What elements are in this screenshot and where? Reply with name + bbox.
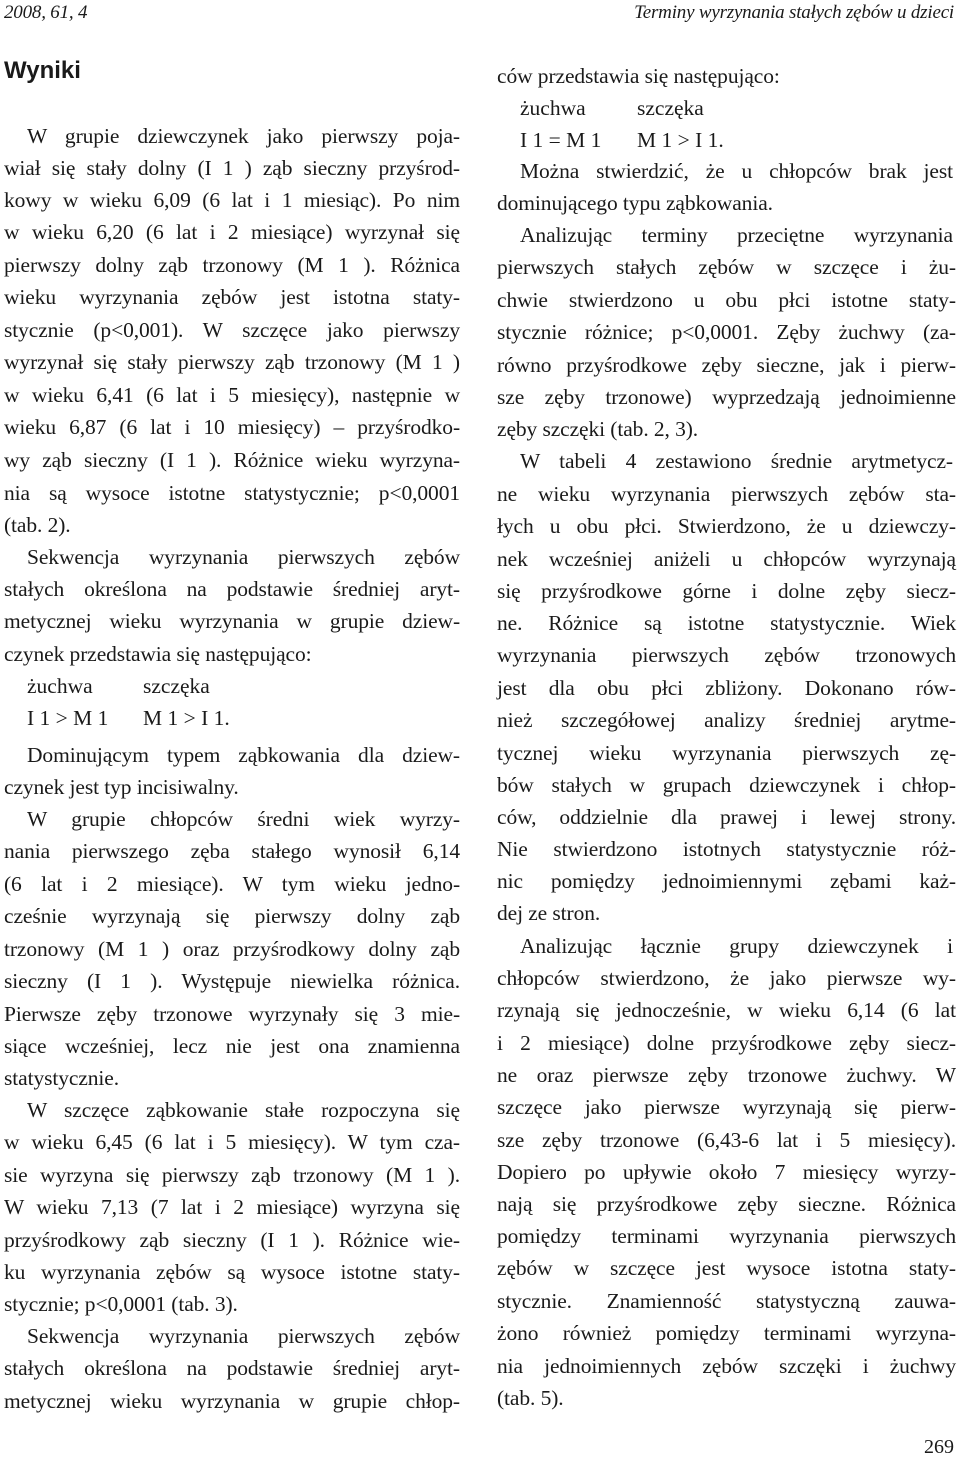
right-text-line: jest dla obu płci zbliżony. Dokonano rów- [497, 676, 956, 700]
right-text-line: nic pomiędzy jednoimiennymi zębami każ- [497, 869, 956, 893]
right-text-line: ne wieku wyrzynania pierwszych zębów sta- [497, 482, 956, 506]
right-text-line: sze zęby trzonowe) wyprzedzają jednoimienne [497, 385, 956, 409]
left-text-line: W szczęce ząbkowanie stałe rozpoczyna się [27, 1098, 460, 1122]
right-text-line: żono również pomiędzy terminami wyrzyna- [497, 1321, 956, 1345]
right-text-line: stycznie różnice; p<0,0001. Zęby żuchwy (za- [497, 320, 956, 344]
right-text-line: nek wcześniej aniżeli u chłopców wyrzynają [497, 547, 956, 571]
right-formula-col1-value: I 1 = M 1 [520, 128, 602, 152]
left-text-line: wieku wyrzynania zębów jest istotna staty- [4, 285, 460, 309]
right-text-line: Analizując terminy przeciętne wyrzynania [520, 223, 953, 247]
right-text-line: sze zęby trzonowe (6,43-6 lat i 5 miesięcy). [497, 1128, 956, 1152]
right-text-line: szczęce jako pierwsze wyrzynają się pierw- [497, 1095, 956, 1119]
left-text-line: trzonowy (M 1 ) oraz przyśrodkowy dolny ząb [4, 937, 460, 961]
left-text-line: wieku 6,87 (6 lat i 10 miesięcy) – przyśrodko- [4, 415, 460, 439]
left-text-line: czynek jest typ incisiwalny. [4, 775, 239, 799]
right-text-line: się przyśrodkowe górne i dolne zęby siecz- [497, 579, 956, 603]
running-header-issue: 2008, 61, 4 [4, 2, 88, 23]
left-text-line: nania pierwszego zęba stałego wynosił 6,14 [4, 839, 460, 863]
right-text-line: Nie stwierdzono istotnych statystycznie róż- [497, 837, 956, 861]
right-text-line: nają się przyśrodkowe zęby sieczne. Różnica [497, 1192, 956, 1216]
right-text-line: (tab. 5). [497, 1386, 564, 1410]
right-text-line: chwie stwierdzono u obu płci istotne staty- [497, 288, 956, 312]
left-text-line: ku wyrzynania zębów są wysoce istotne staty- [4, 1260, 460, 1284]
right-text-line: wyrzynania pierwszych zębów trzonowych [497, 643, 956, 667]
right-text-line: W tabeli 4 zestawiono średnie arytmetycz- [520, 449, 953, 473]
left-text-line: stycznie; p<0,0001 (tab. 3). [4, 1292, 238, 1316]
left-text-line: kowy w wieku 6,09 (6 lat i 1 miesiąc). Po nim [4, 188, 460, 212]
right-text-line: łych u obu płci. Stwierdzono, że u dziewczy- [497, 514, 956, 538]
left-text-line: czynek przedstawia się następująco: [4, 642, 312, 666]
right-text-line: Dopiero po upływie około 7 miesięcy wyrzy- [497, 1160, 956, 1184]
right-text-line: Analizując łącznie grupy dziewczynek i [520, 934, 953, 958]
right-text-line: tycznej wieku wyrzynania pierwszych zę- [497, 741, 956, 765]
left-text-line: nia są wysoce istotne statystycznie; p<0,0001 [4, 481, 460, 505]
left-text-line: sieczny (I 1 ). Występuje niewielka różnica. [4, 969, 460, 993]
left-text-line: (tab. 2). [4, 513, 71, 537]
left-text-line: siące wcześniej, lecz nie jest ona znamienna [4, 1034, 460, 1058]
left-text-line: w wieku 6,41 (6 lat i 5 miesięcy), następnie w [4, 383, 460, 407]
left-text-line: wyrzynał się stały pierwszy ząb trzonowy (M 1 ) [4, 350, 460, 374]
left-text-line: wy ząb sieczny (I 1 ). Różnice wieku wyrzyna- [4, 448, 460, 472]
running-header-title: Terminy wyrzynania stałych zębów u dzieci [634, 2, 954, 23]
left-text-line: W grupie chłopców średni wiek wyrzy- [27, 807, 460, 831]
page-number: 269 [924, 1436, 954, 1458]
right-text-line: dej ze stron. [497, 901, 601, 925]
right-text-line: zębów w szczęce jest wysoce istotna staty- [497, 1256, 956, 1280]
left-text-line: Sekwencja wyrzynania pierwszych zębów [27, 545, 460, 569]
left-text-line: przyśrodkowy ząb sieczny (I 1 ). Różnice wie- [4, 1228, 460, 1252]
right-text-line: zęby szczęki (tab. 2, 3). [497, 417, 699, 441]
left-text-line: W grupie dziewczynek jako pierwszy poja- [27, 124, 460, 148]
right-text-line: Można stwierdzić, że u chłopców brak jest [520, 159, 953, 183]
left-formula-col1-label: żuchwa [27, 674, 93, 698]
right-text-line: i 2 miesiące) dolne przyśrodkowe zęby siecz- [497, 1031, 956, 1055]
left-text-line: W wieku 7,13 (7 lat i 2 miesiące) wyrzyna się [4, 1195, 460, 1219]
left-text-line: stałych określona na podstawie średniej aryt- [4, 577, 460, 601]
right-text-line: nież szczegółowej analizy średniej arytme- [497, 708, 956, 732]
right-text-line: nia jednoimiennych zębów szczęki i żuchwy [497, 1354, 956, 1378]
right-text-line: bów stałych w grupach dziewczynek i chłop- [497, 773, 956, 797]
right-text-line: ców przedstawia się następująco: [497, 64, 780, 88]
left-text-line: w wieku 6,45 (6 lat i 5 miesięcy). W tym cza- [4, 1130, 460, 1154]
left-text-line: sie wyrzyna się pierwszy ząb trzonowy (M 1 ). [4, 1163, 460, 1187]
right-text-line: ców, oddzielnie dla prawej i lewej strony. [497, 805, 956, 829]
left-text-line: Pierwsze zęby trzonowe wyrzynały się 3 mie- [4, 1002, 460, 1026]
left-text-line: stałych określona na podstawie średniej aryt- [4, 1356, 460, 1380]
right-text-line: chłopców stwierdzono, że jako pierwsze wy- [497, 966, 956, 990]
right-text-line: pomiędzy terminami wyrzynania pierwszych [497, 1224, 956, 1248]
left-text-line: Sekwencja wyrzynania pierwszych zębów [27, 1324, 460, 1348]
left-text-line: (6 lat i 2 miesiące). W tym wieku jedno- [4, 872, 460, 896]
left-text-line: cześnie wyrzynają się pierwszy dolny ząb [4, 904, 460, 928]
left-text-line: statystycznie. [4, 1066, 120, 1090]
left-formula-col2-value: M 1 > I 1. [143, 706, 230, 730]
right-formula-col1-label: żuchwa [520, 96, 586, 120]
right-text-line: stycznie. Znamienność statystyczną zauwa- [497, 1289, 956, 1313]
section-heading: Wyniki [4, 57, 81, 84]
right-text-line: ne oraz pierwsze zęby trzonowe żuchwy. W [497, 1063, 956, 1087]
left-formula-col1-value: I 1 > M 1 [27, 706, 109, 730]
left-text-line: w wieku 6,20 (6 lat i 2 miesiące) wyrzynał się [4, 220, 460, 244]
right-text-line: dominującego typu ząbkowania. [497, 191, 773, 215]
left-text-line: metycznej wieku wyrzynania w grupie dziew- [4, 609, 460, 633]
left-formula-col2-label: szczęka [143, 674, 210, 698]
left-text-line: wiał się stały dolny (I 1 ) ząb sieczny przyśrod- [4, 156, 460, 180]
right-text-line: pierwszych stałych zębów w szczęce i żu- [497, 255, 956, 279]
right-text-line: równo przyśrodkowe zęby sieczne, jak i pierw- [497, 353, 956, 377]
left-text-line: Dominującym typem ząbkowania dla dziew- [27, 743, 460, 767]
right-formula-col2-value: M 1 > I 1. [637, 128, 724, 152]
right-text-line: rzynają się jednocześnie, w wieku 6,14 (6 lat [497, 998, 956, 1022]
right-text-line: ne. Różnice są istotne statystycznie. Wiek [497, 611, 956, 635]
left-text-line: metycznej wieku wyrzynania w grupie chłop- [4, 1389, 460, 1413]
left-text-line: stycznie (p<0,001). W szczęce jako pierwszy [4, 318, 460, 342]
right-formula-col2-label: szczęka [637, 96, 704, 120]
left-text-line: pierwszy dolny ząb trzonowy (M 1 ). Różnica [4, 253, 460, 277]
